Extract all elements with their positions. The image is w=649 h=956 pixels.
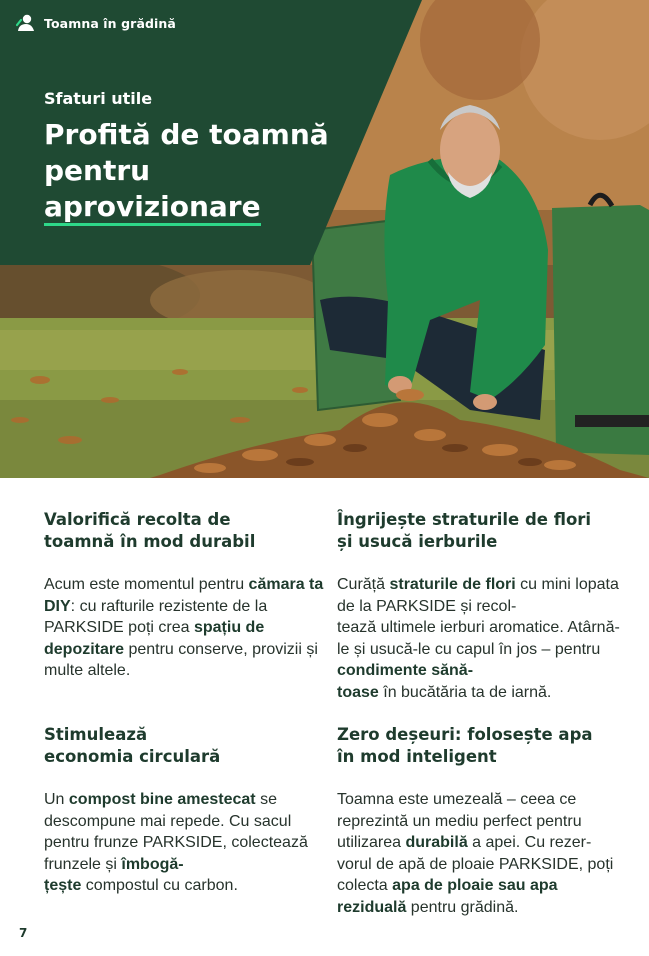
bold-phrase: îmbogă- țește [44, 855, 184, 895]
section-title: Stimulează economia circulară [44, 725, 221, 766]
text-run: se descompune mai repede. Cu sacul pentru frunze PARKSIDE, colectează frunzele și [44, 791, 308, 873]
text-run: Toamna este umezeală – ceea ce reprezintă un mediu perfect pentru utilizarea [337, 791, 582, 852]
section-harvest [44, 509, 329, 682]
headline-line-3: aprovizionare [44, 191, 261, 226]
bold-phrase: apa de ploaie sau apa reziduală [337, 877, 558, 916]
text-run: : cu rafturile rezistente de la PARKSIDE poți crea [44, 597, 268, 637]
section-title: Zero deșeuri: folosește apa în mod inteligent [337, 725, 593, 766]
section-body [337, 789, 627, 919]
headline-line-1: Profită de toamnă [44, 118, 329, 151]
section-body [44, 574, 329, 682]
text-run: compostul cu carbon. [81, 877, 238, 895]
text-run: în bucătăria ta de iarnă. [378, 683, 552, 701]
section-flower-beds [337, 509, 627, 704]
hero-headline [44, 117, 364, 226]
bold-phrase: straturile de flori [389, 576, 516, 593]
text-run: Curăță [337, 576, 390, 593]
text-run: pentru conserve, provizii și multe altele. [44, 640, 318, 680]
section-zero-waste [337, 724, 627, 919]
brand-header [16, 14, 176, 32]
brand-title: Toamna în grădină [44, 15, 176, 31]
section-body [337, 574, 627, 704]
text-run: Acum este momentul pentru [44, 576, 249, 593]
gardener-person-icon [16, 14, 36, 32]
text-run: a apei. Cu rezer- vorul de apă de ploaie PARKSIDE, poți colecta [337, 834, 614, 895]
section-circular-economy [44, 724, 329, 897]
section-title: Valorifică recolta de toamnă în mod durabil [44, 510, 256, 551]
text-run: Un [44, 791, 69, 808]
page-number: 7 [19, 926, 28, 940]
bold-phrase: compost bine amestecat [68, 791, 256, 808]
bold-phrase: cămara ta DIY [44, 576, 324, 615]
bold-phrase: spațiu de depozitare [44, 619, 265, 658]
section-body [44, 789, 329, 897]
bold-phrase: durabilă [405, 834, 468, 852]
bold-phrase: condimente sănă- toase [337, 662, 474, 701]
text-run: cu mini lopata de la PARKSIDE și recol- tează ultimele ierburi aromatice. Atârnă-le și usucă-le cu capul în jos – pentru [337, 576, 620, 658]
text-run: pentru grădină. [406, 898, 519, 916]
section-title: Îngrijește straturile de flori și usucă ierburile [337, 510, 592, 551]
headline-line-2: pentru [44, 154, 151, 187]
hero-kicker: Sfaturi utile [44, 89, 153, 108]
